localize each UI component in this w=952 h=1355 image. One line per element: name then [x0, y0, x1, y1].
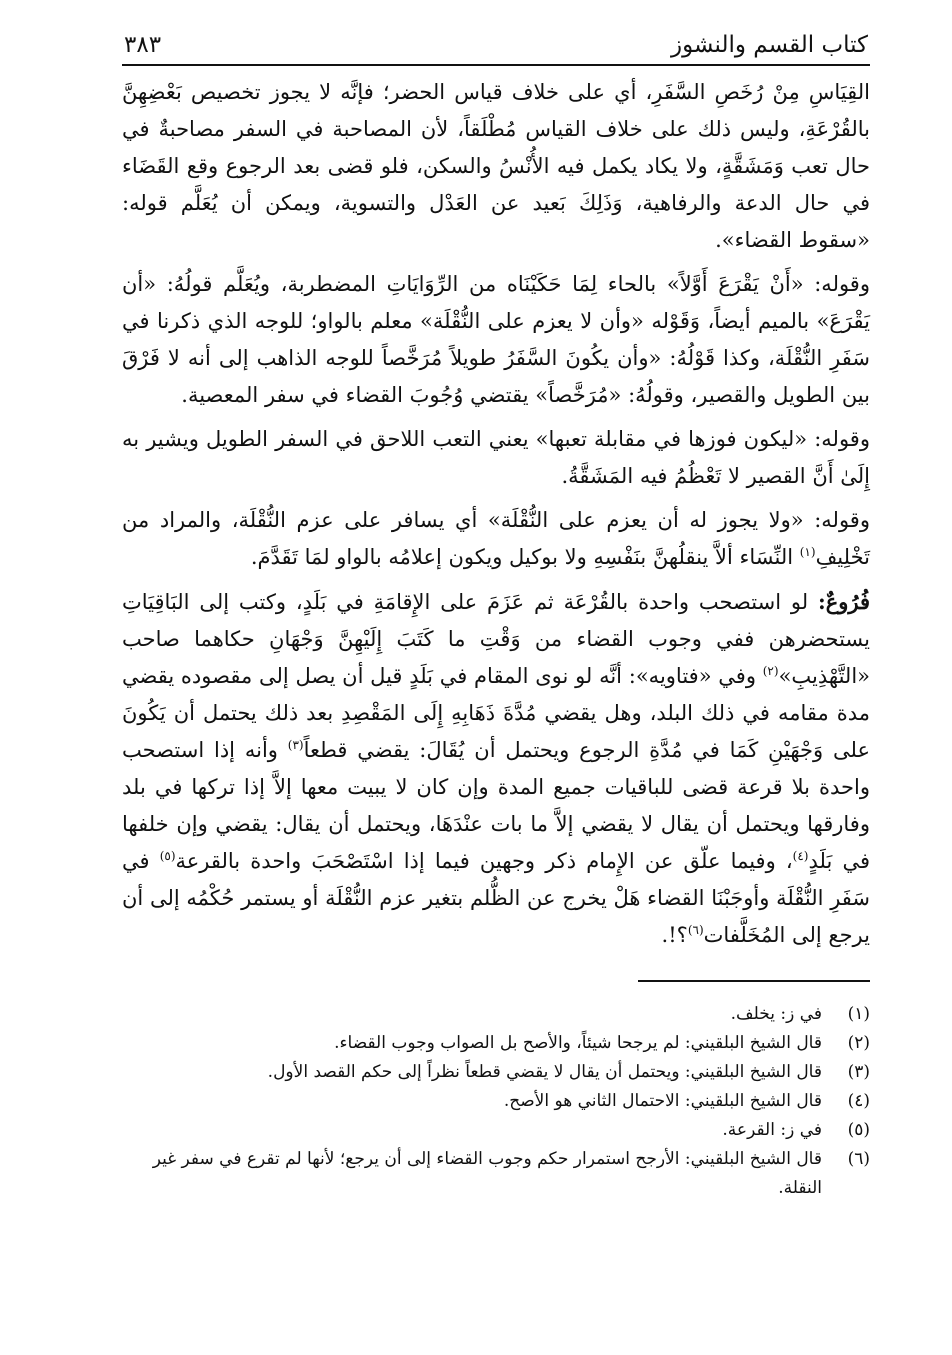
- footnote-item: [122, 1058, 870, 1087]
- chapter-title: كتاب القسم والنشوز: [671, 32, 868, 58]
- footnote-number: (٢): [847, 1033, 870, 1053]
- footnote-item: [122, 1029, 870, 1058]
- paragraph-4-text: النِّسَاء ألاَّ ينقلُهنَّ بنَفْسِهِ ولا بوكيل ويكون إعلامُه بالواو لمَا تَقَدَّمَ.: [250, 545, 800, 569]
- footnote-item: [122, 1145, 870, 1203]
- paragraph-5-text: وأنه إذا استصحب واحدة بلا قرعة قضى للباقيات جميع المدة وإن كان لا يبيت معها إلاَّ إذا تركها في بلد وفارقها ويحتمل أن يقال لا يقضي إلاَّ ما بات عنْدَهَا، ويحتمل أن يقال: يقضي وإن خلفها في بَلَدٍ: [122, 738, 870, 873]
- footnote-divider: [638, 980, 870, 982]
- footnote-number: (٤): [847, 1091, 870, 1111]
- paragraph-5-text: لو استصحب واحدة بالقُرْعَة ثم عَزَمَ على الإِقامَةِ في بَلَدٍ، وكتب إلى البَاقِيَاتِ يستحضرهن ففي وجوب القضاء من وَقْتِ ما كَتَبَ إِلَيْهِنَّ وَجْهَانِ حكاهما صاحب «التَّهْذِيبِ»: [122, 590, 870, 688]
- page-number: ٣٨٣: [124, 32, 162, 58]
- footnote-ref-1[interactable]: (١): [799, 545, 816, 559]
- footnote-ref-5[interactable]: (٥): [159, 849, 176, 863]
- footnote-item: [122, 1087, 870, 1116]
- paragraph-4: [122, 502, 870, 576]
- paragraph-5-text: وفي «فتاويه»: أنَّه لو نوى المقام في بَلَدٍ قيل أن يصل إلى مقصوده يقضي مدة مقامه في ذلك البلد، وهل يقضي مُدَّةَ ذَهَابِهِ إِلَى المَقْصِدِ بعد ذلك يحتمل أن يَكُونَ على وَجْهَيْنِ كَمَا في مُدَّةِ الرجوع ويحتمل أن يُقَالَ: يقضي قطعاً: [122, 664, 870, 762]
- footnote-text: قال الشيخ البلقيني: الاحتمال الثاني هو الأصح.: [503, 1091, 822, 1111]
- footnote-text: في ز: القرعة.: [722, 1120, 822, 1140]
- footnote-item: [122, 1000, 870, 1029]
- paragraph-5-text: ؟!.: [661, 923, 688, 947]
- book-page: [122, 30, 870, 1330]
- paragraph-2: وقوله: «أَنْ يَقْرَعَ أَوَّلاً» بالحاء لِمَا حَكَيْنَاه من الرِّوَايَاتِ المضطربة، ويُعَلَّم قولُهُ: «أن يَقْرَعَ» بالميم أيضاً، وَقَوْله «وأن لا يعزم على النُّقْلَة» معلم بالواو؛ للوجه الذي ذكرنا في سَفَرِ النُّقْلَة، وكذا قَوْلُهُ: «وأن يكُونَ السَّفَرُ طويلاً مُرَخَّصاً للوجه الذاهب إلى أنه لا فَرْقَ بين الطويل والقصير، وقولُهُ: «مُرَخَّصاً» يقتضي وُجُوبَ القضاء في سفر المعصية.: [122, 272, 870, 407]
- footnote-ref-3[interactable]: (٣): [287, 738, 304, 752]
- footnotes: [122, 1000, 870, 1203]
- footnote-number: (٣): [847, 1062, 870, 1082]
- footnote-text: قال الشيخ البلقيني: ويحتمل أن يقال لا يقضي قطعاً نظراً إلى حكم القصد الأول.: [267, 1062, 822, 1082]
- footnote-text: في ز: يخلف.: [730, 1004, 822, 1024]
- footnote-item: [122, 1116, 870, 1145]
- paragraph-3: وقوله: «ليكون فوزها في مقابلة تعبها» يعني التعب اللاحق في السفر الطويل ويشير به إِلَىٰ أَنَّ القصير لا تَعْظُمُ فيه المَشَقَّةُ.: [122, 427, 870, 488]
- footnote-ref-6[interactable]: (٦): [687, 923, 704, 937]
- section-lead-furu: فُرُوعٌ:: [817, 589, 870, 614]
- footnote-number: (١): [847, 1004, 870, 1024]
- paragraph-5: [122, 583, 870, 954]
- footnote-ref-4[interactable]: (٤): [792, 849, 809, 863]
- footnote-number: (٥): [847, 1120, 870, 1140]
- paragraph-4-text: وقوله: «ولا يجوز له أن يعزم على النُّقْلَة» أي يسافر على عزم النُّقْلَة، والمراد من تَخْلِيفِ: [122, 508, 870, 569]
- footnote-ref-2[interactable]: (٢): [762, 664, 779, 678]
- main-text: [122, 74, 870, 954]
- paragraph-1: القِيَاسِ مِنْ رُخَصِ السَّفَرِ، أي على خلاف قياس الحضر؛ فإنَّه لا يجوز تخصيص بَعْضِهِنَّ بالقُرْعَةِ، وليس ذلك على خلاف القياس مُطْلَقاً، لأن المصاحبة في السفر مصاحبةٌ في حال تعب وَمَشَقَّةٍ، ولا يكاد يكمل فيه الأُنْسُ والسكن، فلو قضى بعد الرجوع وقع القَضَاء في حال الدعة والرفاهية، وَذَلِكَ بَعيد عن العَدْل والتسوية، ويمكن أن يُعَلَّم قوله: «سقوط القضاء».: [122, 80, 870, 252]
- footnote-text: قال الشيخ البلقيني: الأرجح استمرار حكم وجوب القضاء إلى أن يرجع؛ لأنها لم تقرع في سفر غير النقلة.: [152, 1149, 822, 1198]
- footnote-text: قال الشيخ البلقيني: لم يرجحا شيئاً، والأصح بل الصواب وجوب القضاء.: [334, 1033, 822, 1053]
- paragraph-5-text: ، وفيما علّق عن الإِمام ذكر وجهين فيما إذا اسْتَصْحَبَ واحدة بالقرعة: [175, 849, 793, 873]
- paragraph-5-text: في سَفَرِ النُّقْلَة وأوجَبْنَا القضاء هَلْ يخرج عن الظُّلم بتغير عزم النُّقْلَة أو يستمر حُكْمُه إلى أن يرجع إلى المُخَلَّفات: [122, 849, 870, 947]
- footnote-number: (٦): [847, 1149, 870, 1169]
- running-header: [122, 30, 870, 66]
